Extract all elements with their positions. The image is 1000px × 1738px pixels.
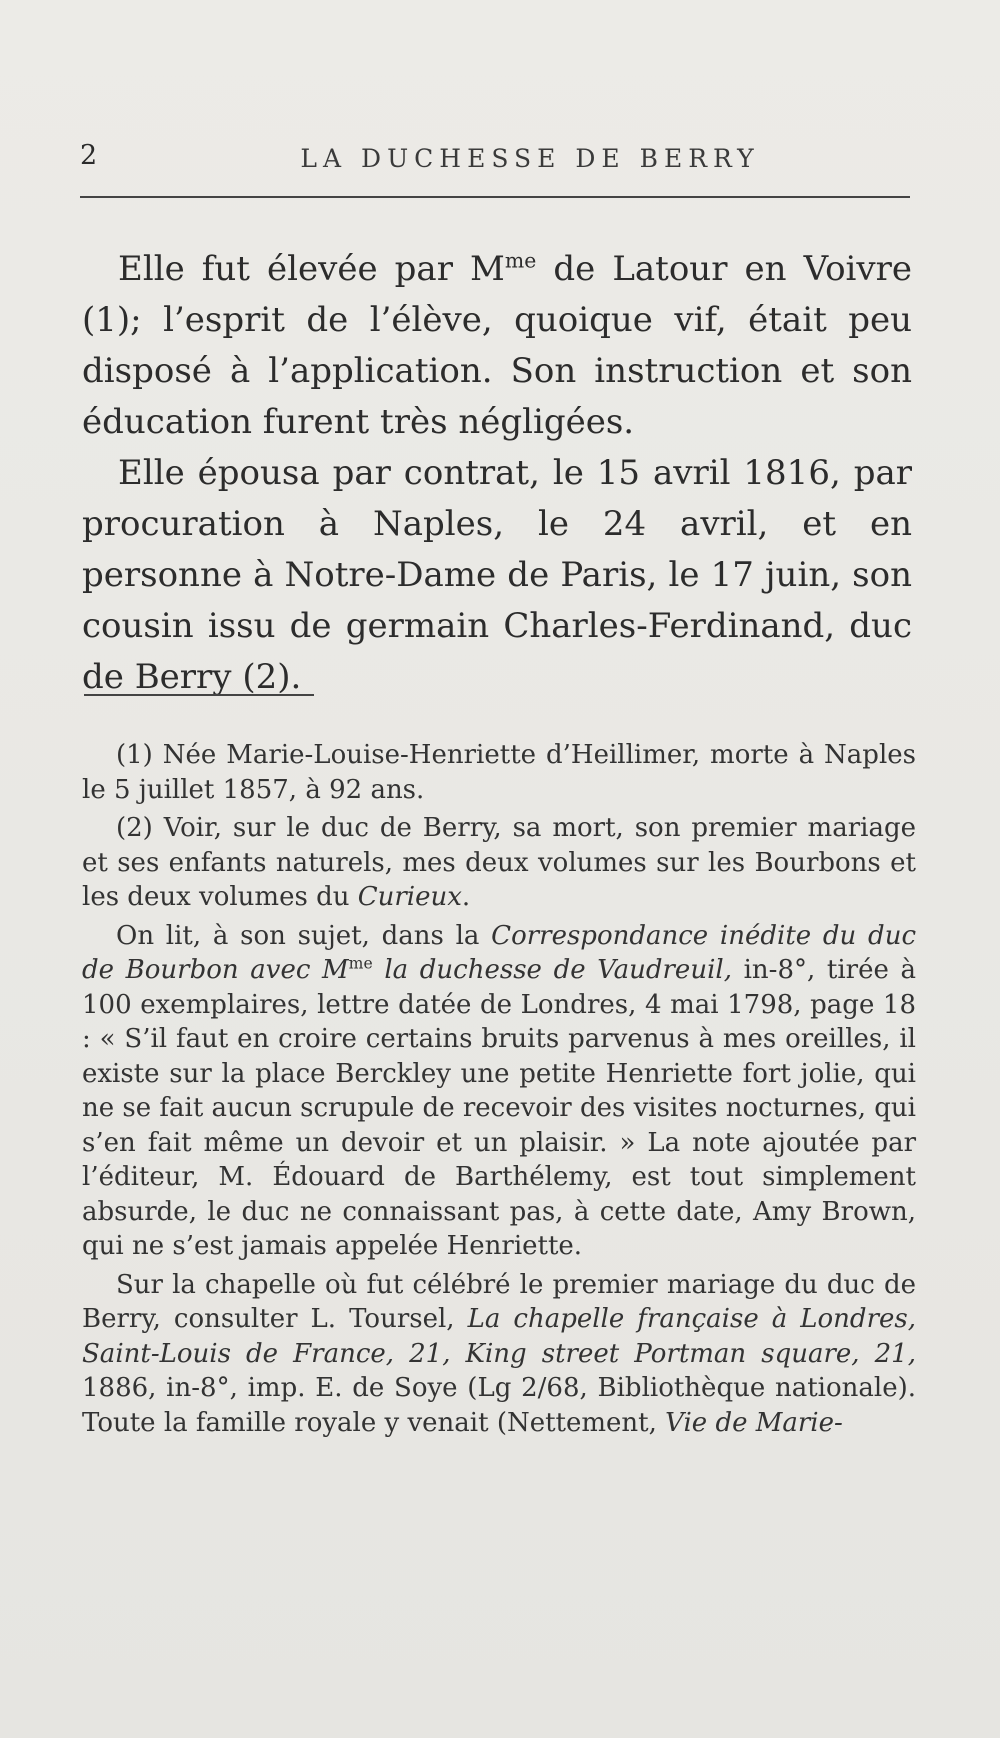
footnote-1: (1) Née Marie-Louise-Henriette d’Heillimer, morte à Naples le 5 juillet 1857, à 92 ans. — [82, 740, 916, 805]
footnotes — [82, 738, 916, 1444]
footnote-3-text-a: On lit, à son sujet, dans la — [116, 920, 492, 951]
footnote-2-end: . — [461, 882, 471, 912]
footnote-2-text: (2) Voir, sur le duc de Berry, sa mort, son premier mariage et ses enfants naturels, mes deux volumes sur les Bourbons et les deux volumes du — [82, 813, 916, 912]
footnote-3 — [82, 919, 916, 1264]
superscript-me: me — [504, 248, 537, 273]
footnote-3-italic-a: Correspondance inédite du duc de Bourbon avec M — [82, 920, 917, 985]
footnote-4-text-a: Sur la chapelle où fut célébré le premier mariage du duc de Berry, consulter L. Toursel, — [82, 1269, 916, 1334]
footnote-4-italic-a: La chapelle française à Londres, Saint-Louis de France, 21, King street Portman square, 21, — [82, 1304, 916, 1369]
footnote-separator — [84, 694, 314, 696]
running-title: LA DUCHESSE DE BERRY — [300, 144, 760, 173]
footnote-4-italic-b: Vie de Marie- — [665, 1407, 843, 1438]
body-paragraph-2: Elle épousa par contrat, le 15 avril 1816, par procuration à Naples, le 24 avril, et en personne à Notre-Dame de Paris, le 17 juin, son cousin issu de germain Charles-Ferdinand, duc de Berry (2). — [82, 453, 912, 697]
footnote-4 — [82, 1268, 916, 1441]
footnote-2 — [82, 811, 916, 915]
footnote-3-italic-b: la duchesse de Vaudreuil, — [372, 955, 732, 985]
body-paragraph-1 — [82, 244, 912, 448]
footnote-2-italic: Curieux — [357, 882, 462, 912]
body-paragraph-1-part-a: Elle fut élevée par M — [118, 249, 505, 289]
main-text — [82, 244, 912, 703]
page-header — [80, 140, 910, 180]
page-number: 2 — [80, 140, 99, 171]
footnote-3-text-b: in-8°, tirée à 100 exemplaires, lettre datée de Londres, 4 mai 1798, page 18 : « S’il faut en croire certains bruits parvenus à mes oreilles, il existe sur la place Berckley une petite Henriette fort jolie, qui ne se fait aucun scrupule de recevoir des visites nocturnes, qui s’en fait même un devoir et un plaisir. » La note ajoutée par l’éditeur, M. Édouard de Barthélemy, est tout simplement absurde, le duc ne connaissant pas, à cette date, Amy Brown, qui ne s’est jamais appelée Henriette. — [82, 955, 916, 1261]
footnote-4-text-b: 1886, in-8°, imp. E. de Soye (Lg 2/68, Bibliothèque nationale). Toute la famille royale y venait (Nettement, — [82, 1373, 916, 1438]
body-paragraph-1-part-b: de Latour en Voivre (1); l’esprit de l’élève, quoique vif, était peu disposé à l’application. Son instruction et son éducation furent très négligées. — [82, 249, 913, 442]
superscript-me: me — [348, 954, 373, 973]
header-rule — [80, 196, 910, 198]
